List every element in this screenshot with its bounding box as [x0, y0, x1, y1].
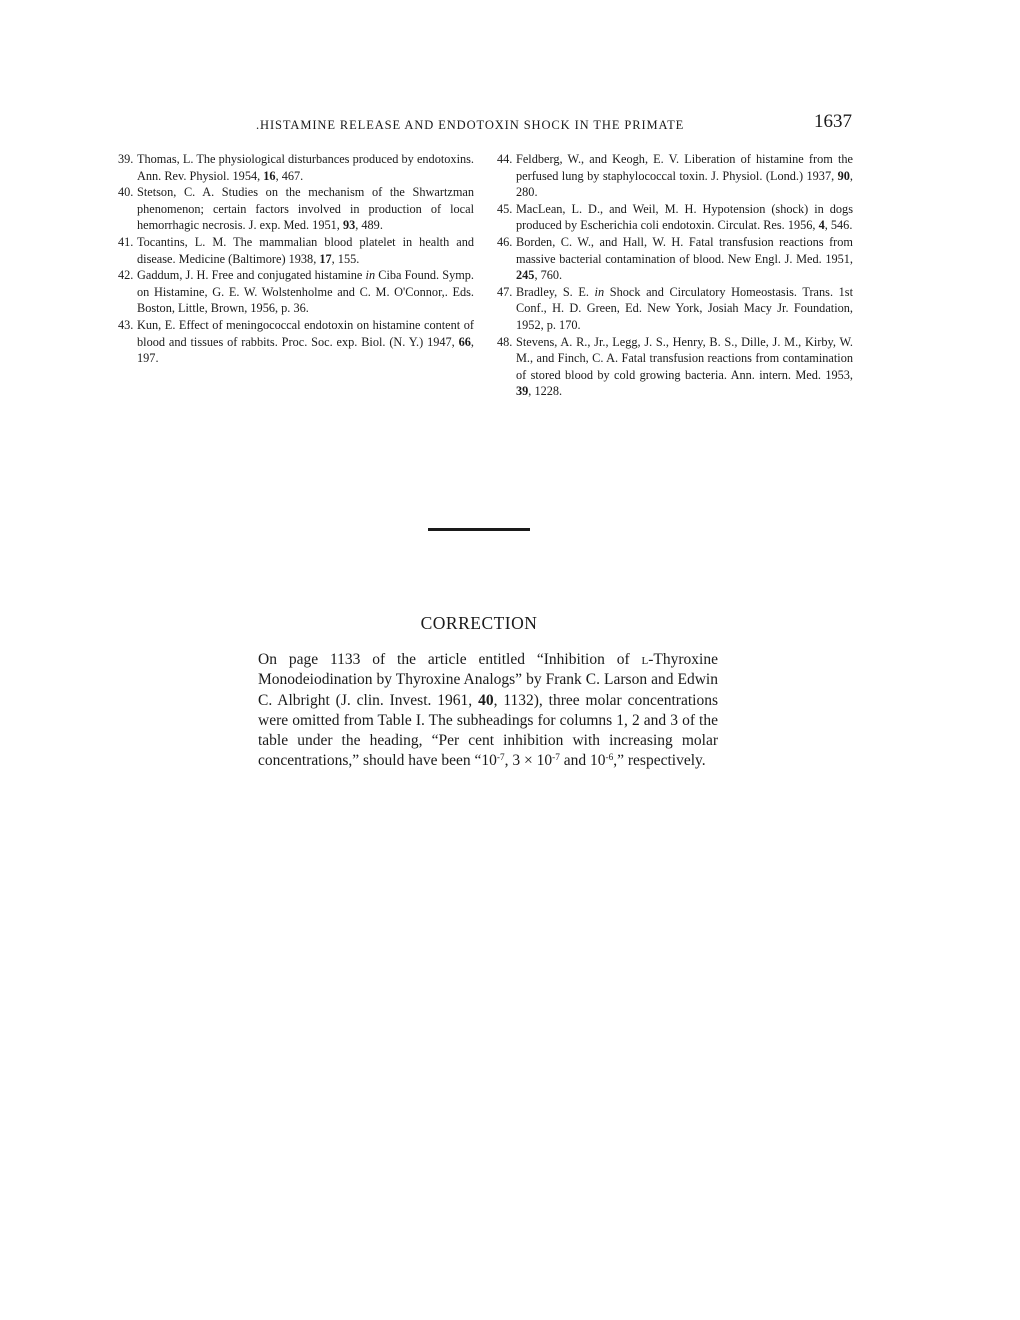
- reference-number: 39.: [118, 152, 134, 166]
- text-run: , 467.: [275, 168, 304, 183]
- volume-number: 66: [458, 334, 471, 349]
- reference-item: [497, 151, 853, 201]
- text-run: Stevens, A. R., Jr., Legg, J. S., Henry, B. S., Dille, J. M., Kirby, W. M., and Finch, C. A. Fatal transfusion reactions from contamination of stored blood by cold growing bacteria. Ann. intern. Med. 1953,: [516, 334, 853, 382]
- text-run: , 3 × 10: [504, 752, 553, 770]
- text-run: , 197.: [137, 334, 474, 366]
- reference-text: [137, 151, 474, 184]
- text-run: ,” respectively.: [613, 752, 706, 770]
- reference-text: [137, 184, 474, 234]
- volume-number: 93: [342, 218, 356, 233]
- reference-item: [497, 234, 853, 284]
- text-run: Tocantins, L. M. The mammalian blood platelet in health and disease. Medicine (Baltimore) 1938,: [137, 234, 474, 266]
- reference-number: 43.: [118, 317, 134, 332]
- volume-number: 40: [478, 691, 494, 709]
- reference-text: [137, 317, 474, 367]
- text-run: in: [365, 268, 376, 283]
- reference-number: 44.: [497, 152, 513, 166]
- reference-list-left: [118, 151, 474, 367]
- text-run: l: [641, 651, 649, 668]
- volume-number: 39: [516, 384, 529, 399]
- reference-number: 48.: [497, 334, 513, 349]
- text-run: in: [594, 284, 605, 299]
- text-run: Borden, C. W., and Hall, W. H. Fatal transfusion reactions from massive bacterial contamination of blood. New Engl. J. Med. 1951,: [516, 234, 853, 266]
- text-run: Stetson, C. A. Studies on the mechanism of the Shwartzman phenomenon; certain factors involved in production of local hemorrhagic necrosis. J. exp. Med. 1951,: [137, 185, 474, 233]
- correction-paragraph: [258, 650, 718, 772]
- section-divider: [428, 528, 530, 531]
- text-run: MacLean, L. D., and Weil, M. H. Hypotension (shock) in dogs produced by Escherichia coli endotoxin. Circulat. Res. 1956,: [516, 201, 853, 233]
- reference-number: 42.: [118, 268, 134, 283]
- text-run: Gaddum, J. H. Free and conjugated histamine: [137, 268, 366, 283]
- text-run: , 1132), three molar concentrations were omitted from Table I. The subheadings for columns 1, 2 and 3 of the table under the heading, “Per cent inhibition with increasing molar concentrations,” should have been “10: [258, 691, 718, 770]
- reference-item: [118, 267, 474, 317]
- text-run: Shock and Circulatory Homeostasis. Trans. 1st Conf., H. D. Green, Ed. New York, Josiah Macy Jr. Foundation, 1952, p. 170.: [516, 284, 853, 332]
- reference-number: 46.: [497, 234, 513, 249]
- reference-number: 45.: [497, 201, 513, 216]
- reference-item: [118, 184, 474, 234]
- text-run: -Thyroxine Monodeiodination by Thyroxine Analogs” by Frank C. Larson and Edwin C. Albright (J. clin. Invest. 1961,: [258, 651, 718, 709]
- reference-number: 41.: [118, 234, 134, 249]
- volume-number: 245: [516, 268, 535, 283]
- reference-item: [118, 317, 474, 367]
- correction-body: [258, 650, 718, 772]
- reference-list-right: [497, 151, 853, 400]
- reference-text: [516, 334, 853, 400]
- reference-number: 40.: [118, 185, 134, 200]
- text-run: , 489.: [355, 218, 383, 233]
- reference-item: [497, 284, 853, 334]
- text-run: , 760.: [534, 268, 563, 283]
- exponent: -7: [552, 753, 560, 764]
- reference-number: 47.: [497, 284, 513, 299]
- volume-number: 17: [319, 251, 332, 266]
- running-header: [120, 111, 852, 135]
- page-number: 1637: [814, 111, 852, 132]
- reference-text: [516, 201, 853, 234]
- reference-text: [516, 151, 853, 201]
- text-run: Kun, E. Effect of meningococcal endotoxin on histamine content of blood and tissues of rabbits. Proc. Soc. exp. Biol. (N. Y.) 1947,: [137, 317, 474, 349]
- volume-number: 4: [818, 218, 825, 233]
- correction-heading: CORRECTION: [420, 613, 538, 633]
- reference-item: [497, 201, 853, 234]
- reference-text: [137, 267, 474, 317]
- text-run: Ciba Found. Symp. on Histamine, G. E. W. Wolstenholme and C. M. O'Connor,. Eds. Boston, Little, Brown, 1956, p. 36.: [137, 268, 475, 316]
- text-run: Thomas, L. The physiological disturbances produced by endotoxins. Ann. Rev. Physiol. 1954,: [137, 152, 474, 183]
- text-run: , 280.: [516, 168, 853, 200]
- exponent: -7: [496, 753, 505, 764]
- text-run: , 1228.: [528, 384, 563, 399]
- text-run: Bradley, S. E.: [516, 284, 595, 299]
- running-title: .HISTAMINE RELEASE AND ENDOTOXIN SHOCK IN THE PRIMATE: [256, 118, 685, 132]
- reference-item: [118, 234, 474, 267]
- reference-text: [516, 234, 853, 284]
- text-run: On page 1133 of the article entitled “Inhibition of: [258, 651, 642, 668]
- reference-item: [497, 334, 853, 400]
- reference-item: [118, 151, 474, 184]
- text-run: Feldberg, W., and Keogh, E. V. Liberation of histamine from the perfused lung by staphylococcal toxin. J. Physiol. (Lond.) 1937,: [516, 152, 853, 183]
- reference-text: [137, 234, 474, 267]
- text-run: , 546.: [824, 218, 853, 233]
- exponent: -6: [605, 753, 614, 764]
- text-run: and 10: [559, 752, 606, 770]
- volume-number: 90: [837, 168, 850, 183]
- volume-number: 16: [263, 168, 276, 183]
- text-run: , 155.: [331, 251, 360, 266]
- reference-text: [516, 284, 853, 334]
